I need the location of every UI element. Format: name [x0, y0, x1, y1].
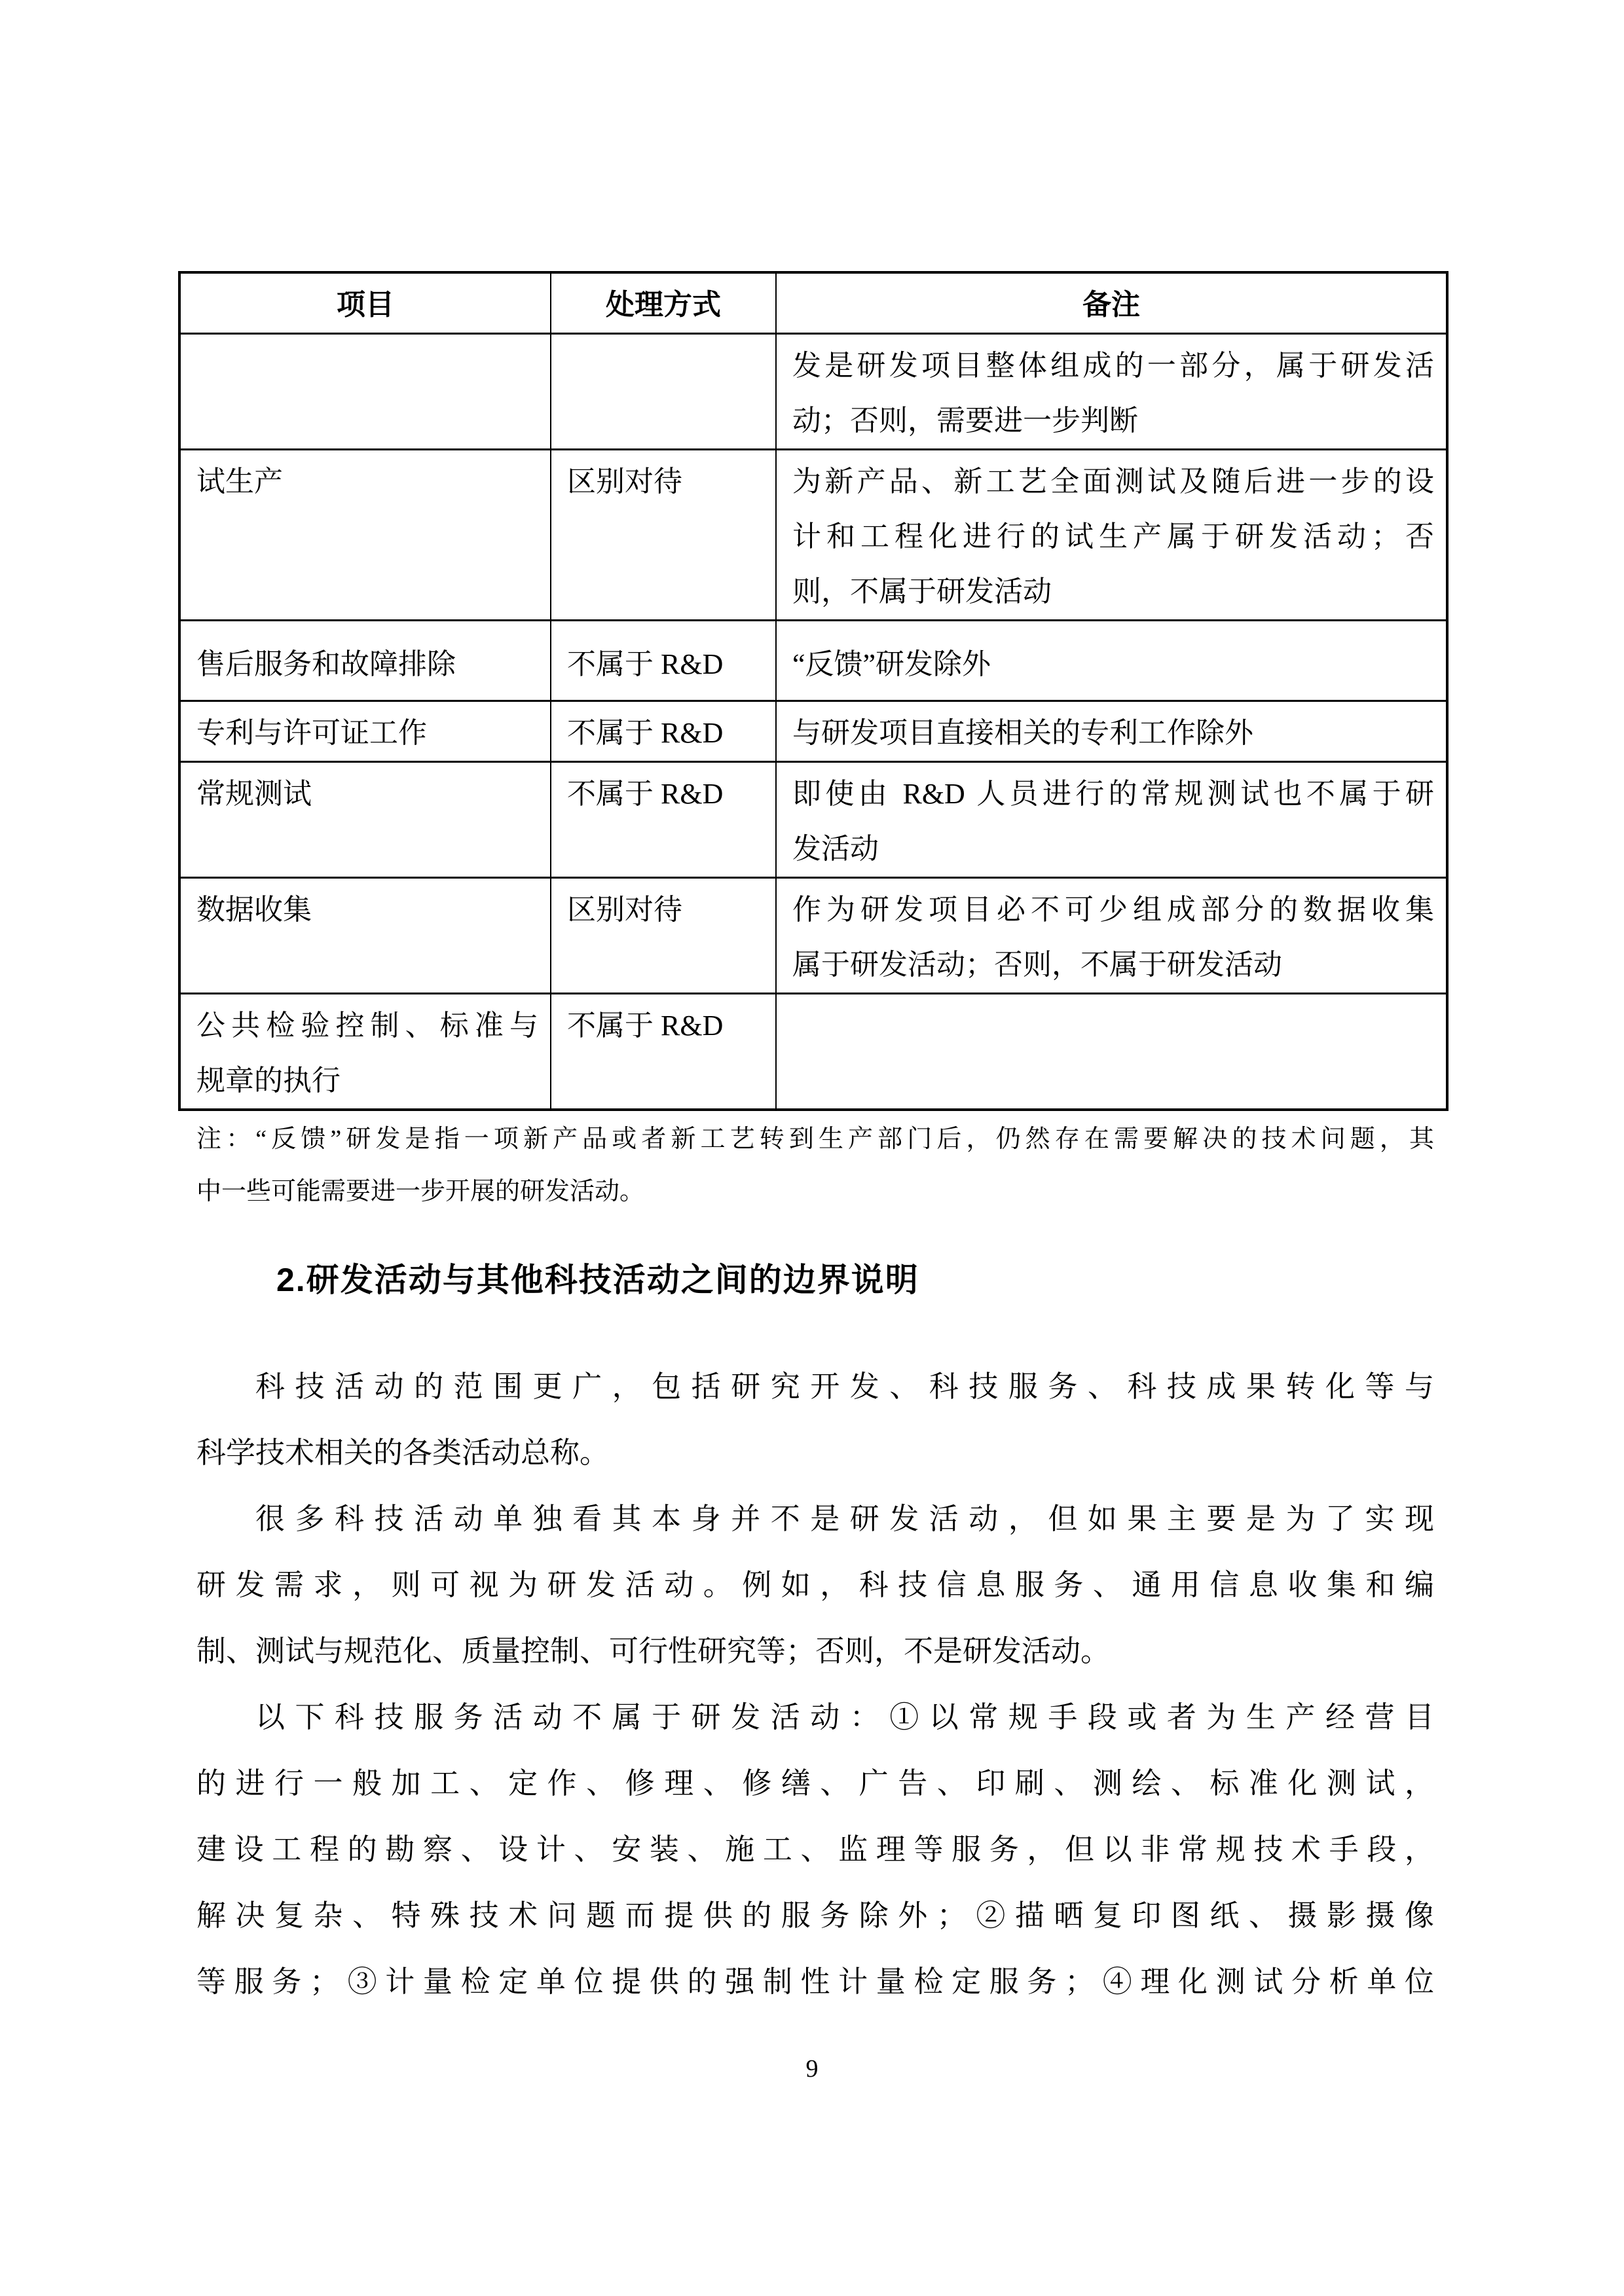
- section-heading: 2.研发活动与其他科技活动之间的边界说明: [276, 1262, 919, 1298]
- table-row: [179, 621, 1447, 701]
- cell-item: [179, 621, 551, 701]
- cell-remark: [776, 878, 1447, 994]
- cell-line: 则，不属于研发活动: [792, 575, 1052, 608]
- col-header-remark: 备注: [776, 272, 1447, 334]
- cell-treatment: 区别对待: [551, 450, 776, 621]
- cell-item: [179, 334, 551, 450]
- footnote-line: 中一些可能需要进一步开展的研发活动。: [196, 1178, 645, 1205]
- body-paragraph-line: 科技活动的范围更广，包括研究开发、科技服务、科技成果转化等与: [255, 1370, 1434, 1403]
- cell-line: 即使由 R&D 人员进行的常规测试也不属于研: [792, 778, 1434, 810]
- table-footnote: [196, 1113, 1434, 1218]
- cell-treatment: 不属于 R&D: [551, 621, 776, 701]
- cell-item: [179, 701, 551, 762]
- cell-treatment: [551, 334, 776, 450]
- body-paragraph-line: 建设工程的勘察、设计、安装、施工、监理等服务，但以非常规技术手段，: [196, 1833, 1434, 1866]
- footnote-line: 注：“反馈”研发是指一项新产品或者新工艺转到生产部门后，仍然存在需要解决的技术问题，其: [196, 1125, 1434, 1153]
- cell-treatment: 区别对待: [551, 878, 776, 994]
- col-header-treatment: 处理方式: [551, 272, 776, 334]
- table-row: [179, 878, 1447, 994]
- body-paragraph-line: 研发需求，则可视为研发活动。例如，科技信息服务、通用信息收集和编: [196, 1569, 1434, 1601]
- cell-line: 与研发项目直接相关的专利工作除外: [792, 717, 1253, 749]
- body-paragraph-line: 等服务；③计量检定单位提供的强制性计量检定服务；④理化测试分析单位: [196, 1965, 1434, 1998]
- cell-remark: [776, 450, 1447, 621]
- cell-line: 规章的执行: [196, 1065, 341, 1097]
- table-header-row: [179, 272, 1447, 334]
- cell-line: 常规测试: [196, 778, 312, 810]
- cell-line: 发活动: [792, 833, 879, 865]
- cell-line: 发是研发项目整体组成的一部分，属于研发活: [792, 350, 1434, 382]
- cell-line: 数据收集: [196, 894, 312, 926]
- cell-line: 专利与许可证工作: [196, 717, 427, 749]
- cell-line: 属于研发活动；否则，不属于研发活动: [792, 949, 1282, 981]
- body-paragraph-line: 解决复杂、特殊技术问题而提供的服务除外；②描晒复印图纸、摄影摄像: [196, 1899, 1434, 1932]
- table-row: [179, 762, 1447, 878]
- rd-boundary-table: [178, 271, 1449, 1111]
- cell-item: [179, 450, 551, 621]
- cell-line: 为新产品、新工艺全面测试及随后进一步的设: [792, 465, 1434, 498]
- cell-item: [179, 994, 551, 1110]
- cell-treatment: 不属于 R&D: [551, 762, 776, 878]
- body-paragraph-line: 科学技术相关的各类活动总称。: [196, 1436, 610, 1469]
- cell-line: 计和工程化进行的试生产属于研发活动；否: [792, 520, 1434, 553]
- cell-line: 售后服务和故障排除: [196, 648, 456, 680]
- body-paragraph-line: 以下科技服务活动不属于研发活动：①以常规手段或者为生产经营目: [255, 1701, 1434, 1734]
- body-paragraph-line: 制、测试与规范化、质量控制、可行性研究等；否则，不是研发活动。: [196, 1635, 1111, 1667]
- cell-treatment: 不属于 R&D: [551, 701, 776, 762]
- page-number: 9: [805, 2055, 819, 2083]
- cell-remark: [776, 334, 1447, 450]
- col-header-item: 项目: [179, 272, 551, 334]
- cell-line: 作为研发项目必不可少组成部分的数据收集: [792, 894, 1434, 926]
- table-row: [179, 994, 1447, 1110]
- cell-line: 动；否则，需要进一步判断: [792, 405, 1138, 437]
- cell-item: [179, 762, 551, 878]
- cell-treatment: 不属于 R&D: [551, 994, 776, 1110]
- cell-remark: [776, 701, 1447, 762]
- cell-line: 公共检验控制、标准与: [196, 1010, 538, 1042]
- table-row: [179, 450, 1447, 621]
- cell-line: 试生产: [196, 465, 283, 498]
- table-row: [179, 701, 1447, 762]
- body-paragraph-line: 的进行一般加工、定作、修理、修缮、广告、印刷、测绘、标准化测试，: [196, 1767, 1434, 1800]
- cell-line: “反馈”研发除外: [792, 648, 991, 680]
- table-row: [179, 334, 1447, 450]
- cell-item: [179, 878, 551, 994]
- cell-remark: [776, 994, 1447, 1110]
- cell-remark: [776, 621, 1447, 701]
- body-paragraphs: [196, 1354, 1434, 2015]
- body-paragraph-line: 很多科技活动单独看其本身并不是研发活动，但如果主要是为了实现: [255, 1503, 1434, 1535]
- cell-remark: [776, 762, 1447, 878]
